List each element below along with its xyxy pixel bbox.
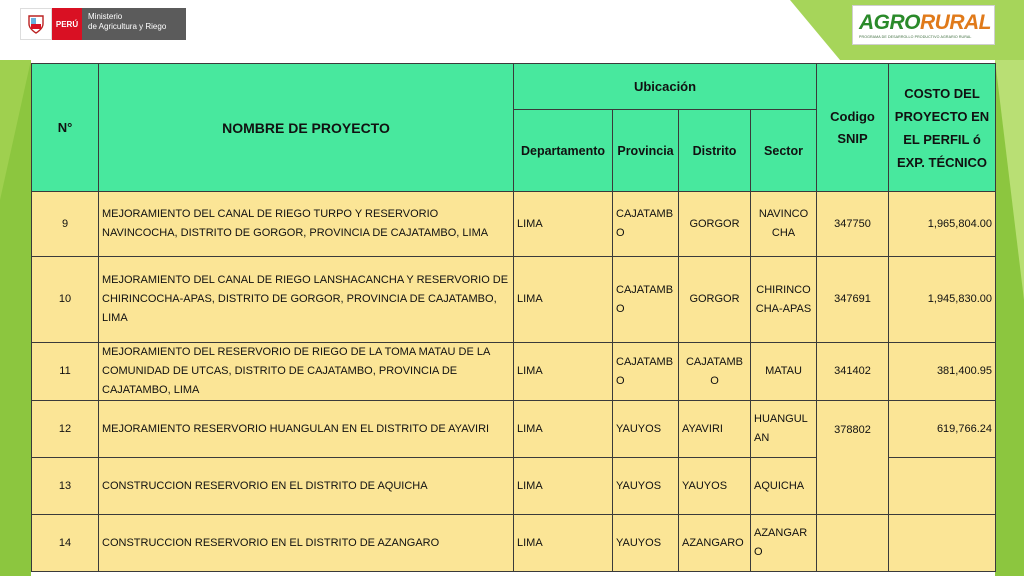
header-province: Provincia [613, 110, 679, 192]
header-cost-line-1: COSTO DEL [904, 85, 980, 101]
row-sector: CHIRINCO CHA-APAS [751, 257, 817, 343]
row-sector: AQUICHA [751, 458, 817, 515]
ministry-logo [20, 8, 186, 40]
row-province: CAJATAMB O [613, 343, 679, 401]
agrorural-word-b: RURAL [920, 11, 991, 34]
row-snip: 378802 [817, 401, 889, 515]
table-row [32, 257, 996, 343]
row-snip: 347691 [817, 257, 889, 343]
row-department: LIMA [514, 192, 613, 257]
row-cost [889, 458, 996, 515]
header-sector: Sector [751, 110, 817, 192]
row-project-name: CONSTRUCCION RESERVORIO EN EL DISTRITO DE AZANGARO [99, 515, 514, 572]
ministry-name [82, 8, 186, 40]
row-province: YAUYOS [613, 401, 679, 458]
agrorural-logo [852, 5, 995, 45]
header-cost-line-3: EL PERFIL ó [903, 131, 981, 147]
row-department: LIMA [514, 458, 613, 515]
row-province: YAUYOS [613, 458, 679, 515]
header-snip-line-2: SNIP [837, 130, 868, 146]
row-district: CAJATAMB O [679, 343, 751, 401]
row-cost: 619,766.24 [889, 401, 996, 458]
header-cost-line-2: PROYECTO EN [894, 108, 990, 124]
row-province: CAJATAMB O [613, 192, 679, 257]
header-district: Distrito [679, 110, 751, 192]
row-snip [817, 515, 889, 572]
row-district: GORGOR [679, 192, 751, 257]
row-department: LIMA [514, 343, 613, 401]
row-cost: 1,945,830.00 [889, 257, 996, 343]
row-department: LIMA [514, 257, 613, 343]
table-row [32, 515, 996, 572]
row-district: YAUYOS [679, 458, 751, 515]
agrorural-wordmark [859, 11, 991, 35]
table-row [32, 343, 996, 401]
row-cost: 381,400.95 [889, 343, 996, 401]
header-snip [817, 64, 889, 192]
row-province: CAJATAMB O [613, 257, 679, 343]
row-number: 14 [32, 515, 99, 572]
table-row [32, 192, 996, 257]
row-project-name: MEJORAMIENTO DEL CANAL DE RIEGO LANSHACANCHA Y RESERVORIO DE CHIRINCOCHA-APAS, DISTRITO DE GORGOR, PROVINCIA DE CAJATAMBO, LIMA [99, 257, 514, 343]
row-number: 10 [32, 257, 99, 343]
row-sector: NAVINCO CHA [751, 192, 817, 257]
row-number: 12 [32, 401, 99, 458]
row-cost: 1,965,804.00 [889, 192, 996, 257]
row-district: AYAVIRI [679, 401, 751, 458]
row-project-name: CONSTRUCCION RESERVORIO EN EL DISTRITO DE AQUICHA [99, 458, 514, 515]
row-snip: 341402 [817, 343, 889, 401]
ministry-line-1: Ministerio [88, 12, 123, 21]
row-project-name: MEJORAMIENTO DEL CANAL DE RIEGO TURPO Y RESERVORIO NAVINCOCHA, DISTRITO DE GORGOR, PROVINCIA DE CAJATAMBO, LIMA [99, 192, 514, 257]
header-location: Ubicación [514, 64, 817, 110]
row-district: GORGOR [679, 257, 751, 343]
row-number: 9 [32, 192, 99, 257]
row-sector: MATAU [751, 343, 817, 401]
row-sector: HUANGUL AN [751, 401, 817, 458]
table-row [32, 401, 996, 458]
header-department: Departamento [514, 110, 613, 192]
coat-of-arms-icon [20, 8, 52, 40]
row-department: LIMA [514, 401, 613, 458]
row-project-name: MEJORAMIENTO RESERVORIO HUANGULAN EN EL DISTRITO DE AYAVIRI [99, 401, 514, 458]
row-sector: AZANGAR O [751, 515, 817, 572]
header-cost [889, 64, 996, 192]
header-cost-line-4: EXP. TÉCNICO [896, 154, 988, 170]
agrorural-tagline: PROGRAMA DE DESARROLLO PRODUCTIVO AGRARIO RURAL [859, 35, 972, 39]
projects-table [31, 63, 996, 572]
row-project-name: MEJORAMIENTO DEL RESERVORIO DE RIEGO DE LA TOMA MATAU DE LA COMUNIDAD DE UTCAS, DISTRITO DE CAJATAMBO, PROVINCIA DE CAJATAMBO, LIMA [99, 343, 514, 401]
row-number: 11 [32, 343, 99, 401]
row-snip: 347750 [817, 192, 889, 257]
agrorural-word-a: AGRO [859, 11, 920, 34]
row-department: LIMA [514, 515, 613, 572]
row-cost [889, 515, 996, 572]
header-snip-line-1: Codigo [830, 108, 875, 124]
header-number: N° [32, 64, 99, 192]
ministry-line-2: de Agricultura y Riego [88, 22, 167, 31]
row-number: 13 [32, 458, 99, 515]
peru-label: PERÚ [52, 8, 82, 40]
row-province: YAUYOS [613, 515, 679, 572]
header-project-name: NOMBRE DE PROYECTO [99, 64, 514, 192]
row-district: AZANGARO [679, 515, 751, 572]
